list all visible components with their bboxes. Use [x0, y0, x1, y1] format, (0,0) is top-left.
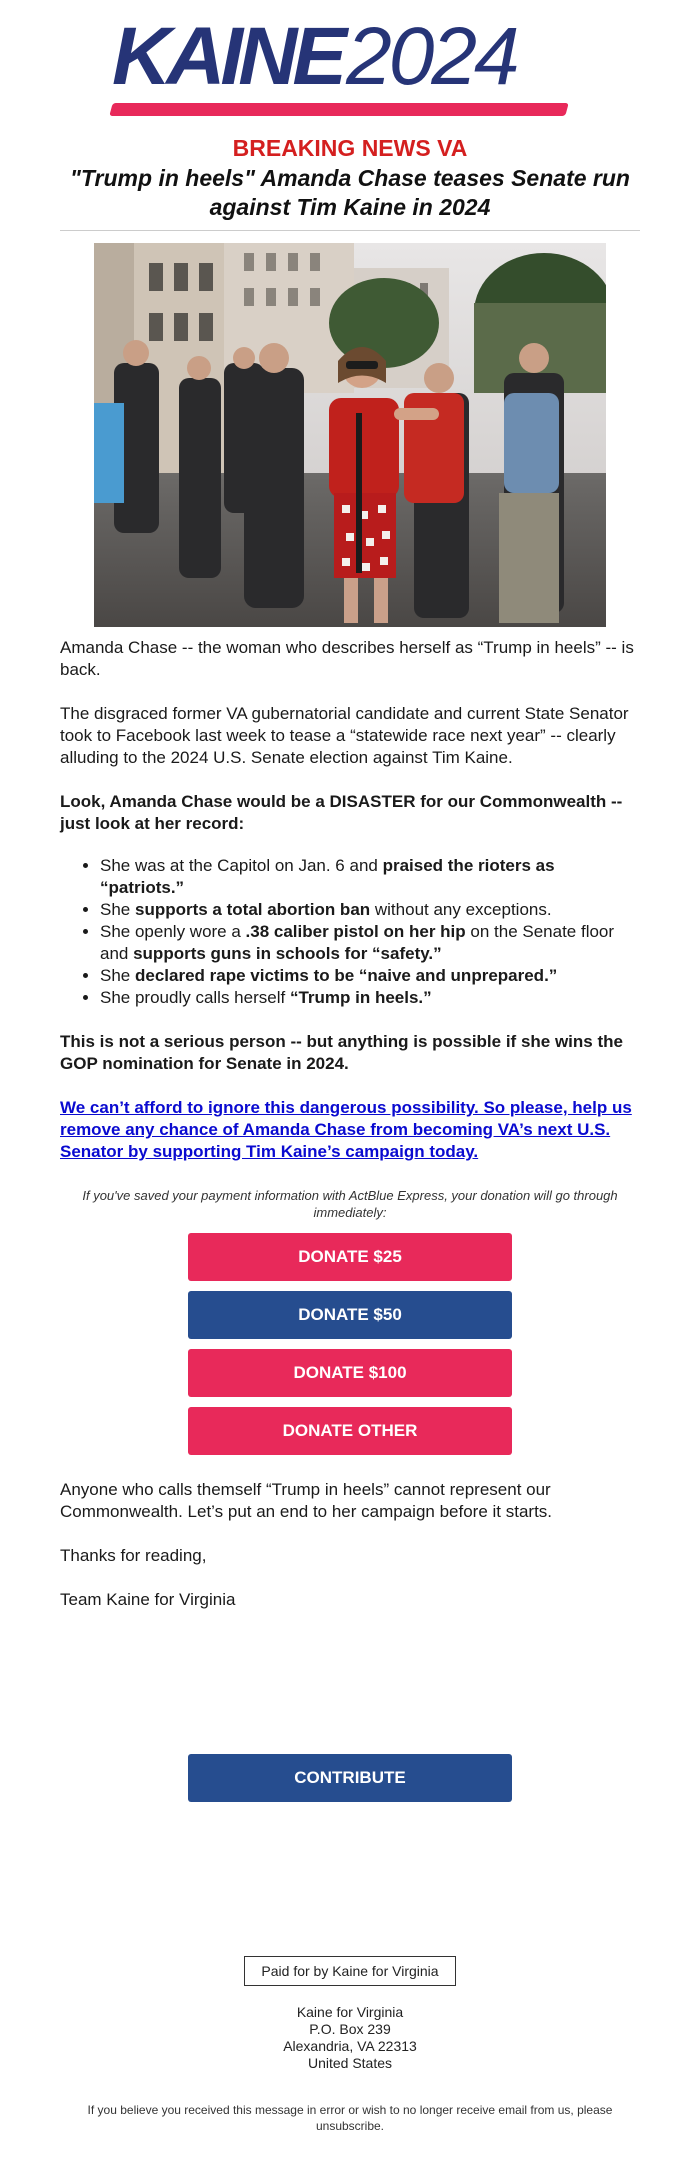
logo-name: KAINE — [112, 11, 343, 102]
list-item-emphasis: .38 caliber pistol on her hip — [245, 922, 466, 941]
list-item-emphasis: declared rape victims to be “naive and unprepared.” — [134, 966, 558, 985]
rally-photo — [94, 243, 606, 627]
address-city: Alexandria, VA 22313 — [283, 2038, 417, 2054]
intro-paragraph: Amanda Chase -- the woman who describes herself as “Trump in heels” -- is back. — [60, 638, 634, 679]
donate-other-button[interactable]: DONATE OTHER — [188, 1407, 512, 1455]
donate-25-button[interactable]: DONATE $25 — [188, 1233, 512, 1281]
paid-for-disclaimer: Paid for by Kaine for Virginia — [244, 1956, 456, 1986]
list-item-text: She was at the Capitol on Jan. 6 and — [100, 856, 383, 875]
donate-50-button[interactable]: DONATE $50 — [188, 1291, 512, 1339]
list-item-text: She — [100, 900, 135, 919]
list-item-text: She proudly calls herself — [100, 988, 290, 1007]
list-item-emphasis: supports guns in schools for “safety.” — [133, 944, 442, 963]
email-body — [60, 0, 640, 2134]
contribute-button[interactable]: CONTRIBUTE — [188, 1754, 512, 1802]
signature: Team Kaine for Virginia — [60, 1590, 236, 1609]
record-list — [60, 855, 640, 1009]
headline: "Trump in heels" Amanda Chase teases Senate run against Tim Kaine in 2024 — [70, 165, 630, 220]
address-country: United States — [307, 2055, 393, 2071]
spacer — [60, 1802, 640, 1956]
kaine-2024-logo — [60, 0, 640, 122]
list-item-text: without any exceptions. — [370, 900, 552, 919]
logo-wordmark — [112, 12, 517, 102]
list-item-text: She — [100, 966, 135, 985]
cta-paragraph — [60, 1097, 640, 1163]
list-item-emphasis: praised the rioters as “patriots.” — [100, 856, 555, 897]
list-item-emphasis: “Trump in heels.” — [289, 988, 432, 1007]
closing-paragraph: Anyone who calls themself “Trump in heels” cannot represent our Commonwealth. Let’s put an end to her campaign before it starts. — [60, 1480, 553, 1521]
list-item-text: She openly wore a — [100, 922, 246, 941]
logo-underline-bar — [109, 103, 568, 116]
list-item — [100, 855, 640, 899]
list-item — [100, 987, 640, 1009]
address-org: Kaine for Virginia — [296, 2004, 404, 2020]
header-divider — [60, 230, 640, 231]
breaking-news-kicker: BREAKING NEWS VA — [232, 135, 468, 161]
mailing-address — [60, 2004, 640, 2072]
actblue-express-note: If you've saved your payment information with ActBlue Express, your donation will go through immediately: — [82, 1188, 618, 1220]
logo-year: 2024 — [346, 11, 517, 102]
donate-call-to-action-link[interactable]: We can’t afford to ignore this dangerous possibility. So please, help us remove any chance of Amanda Chase from becoming VA’s next U.S. Senator by supporting Tim Kaine’s campaign today. — [60, 1098, 632, 1161]
list-item-text: on the Senate floor and — [100, 922, 615, 963]
list-item — [100, 965, 640, 987]
donate-buttons — [60, 1233, 640, 1455]
list-item-emphasis: supports a total abortion ban — [134, 900, 371, 919]
donate-100-button[interactable]: DONATE $100 — [188, 1349, 512, 1397]
thanks-line: Thanks for reading, — [60, 1546, 207, 1565]
address-pobox: P.O. Box 239 — [309, 2021, 391, 2037]
context-paragraph: The disgraced former VA gubernatorial candidate and current State Senator took to Facebook last week to tease a “statewide race next year” -- clearly alluding to the 2024 U.S. Senate election against Tim Kaine. — [60, 704, 629, 767]
list-item — [100, 899, 640, 921]
serious-person-paragraph: This is not a serious person -- but anything is possible if she wins the GOP nomination for Senate in 2024. — [60, 1032, 623, 1073]
spacer — [60, 1611, 640, 1754]
record-lead-paragraph: Look, Amanda Chase would be a DISASTER for our Commonwealth -- just look at her record: — [60, 792, 623, 833]
list-item — [100, 921, 640, 965]
unsubscribe-notice[interactable]: If you believe you received this message in error or wish to no longer receive email from us, please unsubscribe. — [87, 2103, 613, 2133]
